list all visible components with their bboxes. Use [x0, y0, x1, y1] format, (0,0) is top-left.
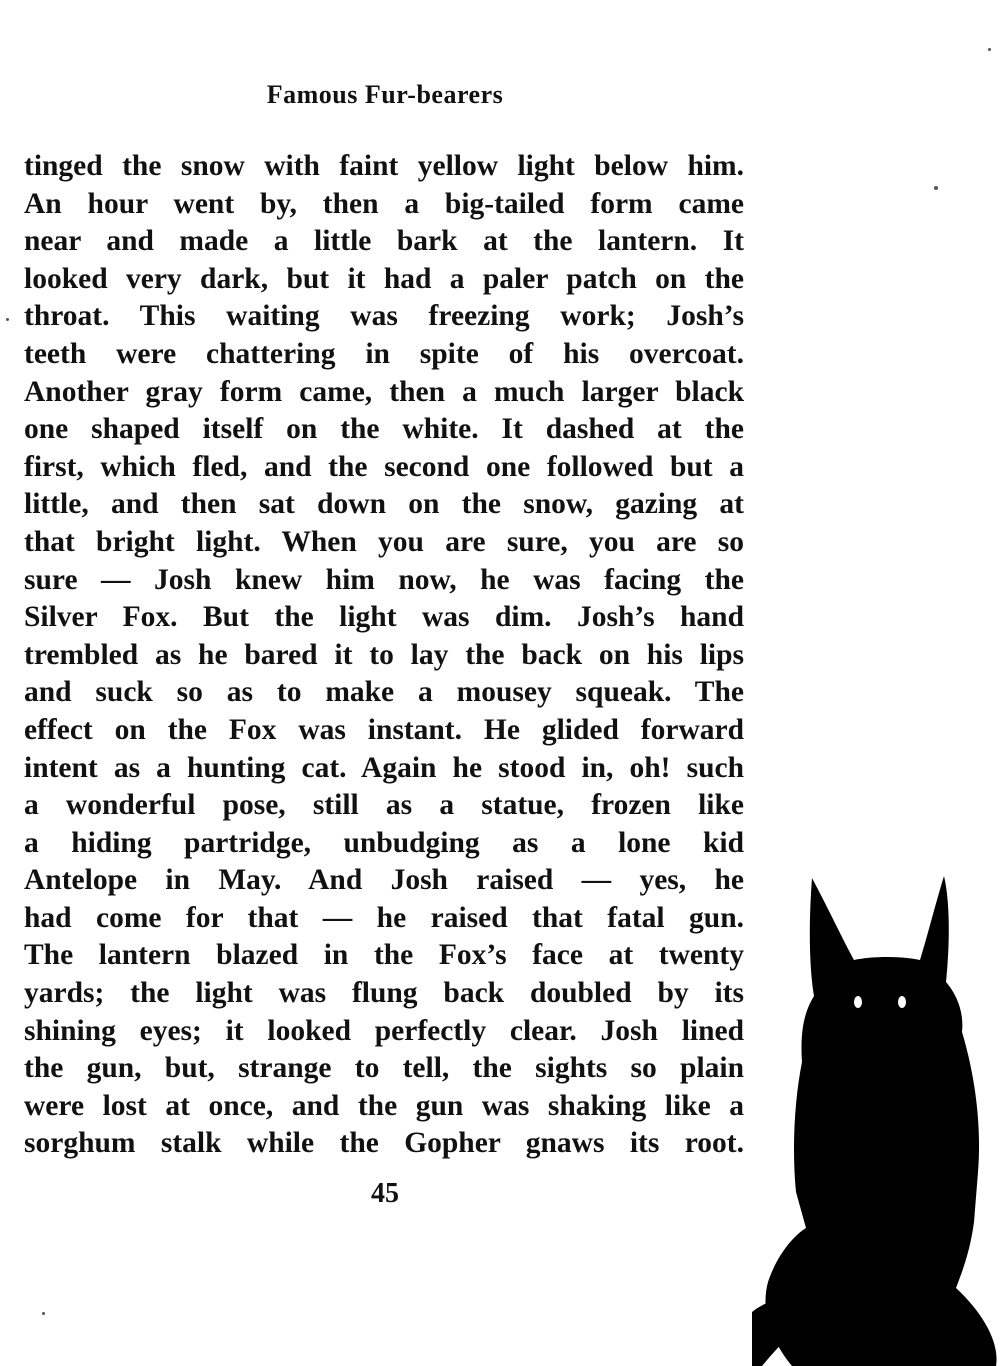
text-line: The lantern blazed in the Fox’s face at twenty — [24, 939, 744, 972]
text-line: near and made a little bark at the lantern. It — [24, 225, 744, 258]
text-line: looked very dark, but it had a paler patch on the — [24, 262, 744, 295]
paper-speck — [42, 1312, 45, 1315]
fox-body — [752, 876, 997, 1366]
text-line: the gun, but, strange to tell, the sights so plain — [24, 1052, 744, 1085]
text-line: throat. This waiting was freezing work; Josh’s — [24, 300, 744, 333]
body-text — [24, 148, 744, 1163]
page-number: 45 — [371, 1178, 399, 1209]
text-line: trembled as he bared it to lay the back on his lips — [24, 638, 744, 671]
text-line: shining eyes; it looked perfectly clear. Josh lined — [24, 1014, 744, 1047]
paper-speck — [6, 318, 9, 321]
running-head: Famous Fur-bearers — [266, 80, 504, 109]
text-line: Silver Fox. But the light was dim. Josh’s hand — [24, 601, 744, 634]
fox-silhouette-illustration — [752, 872, 1000, 1366]
paper-speck — [934, 186, 938, 190]
text-line: tinged the snow with faint yellow light below him. — [24, 150, 744, 182]
text-line: were lost at once, and the gun was shaking like a — [24, 1089, 744, 1122]
text-line: had come for that — he raised that fatal gun. — [24, 901, 744, 934]
text-line: and suck so as to make a mousey squeak. The — [24, 676, 744, 709]
text-line: little, and then sat down on the snow, gazing at — [24, 488, 744, 521]
text-line: Antelope in May. And Josh raised — yes, he — [24, 864, 744, 897]
text-line: intent as a hunting cat. Again he stood in, oh! such — [24, 751, 744, 784]
text-line: An hour went by, then a big-tailed form came — [24, 187, 744, 220]
text-line: effect on the Fox was instant. He glided forward — [24, 713, 744, 746]
paper-speck — [988, 48, 991, 51]
text-line: first, which fled, and the second one followed but a — [24, 450, 744, 483]
text-line: a wonderful pose, still as a statue, frozen like — [24, 789, 744, 822]
text-line: one shaped itself on the white. It dashed at the — [24, 413, 744, 446]
text-line: yards; the light was flung back doubled by its — [24, 977, 744, 1010]
fox-eye-right — [898, 996, 906, 1008]
text-line: sorghum stalk while the Gopher gnaws its root. — [24, 1127, 744, 1160]
text-line: sure — Josh knew him now, he was facing the — [24, 563, 744, 596]
text-line: that bright light. When you are sure, you are so — [24, 525, 744, 558]
text-line: teeth were chattering in spite of his overcoat. — [24, 337, 744, 370]
text-line: Another gray form came, then a much larger black — [24, 375, 744, 408]
text-line: a hiding partridge, unbudging as a lone kid — [24, 826, 744, 859]
fox-eye-left — [854, 996, 862, 1008]
